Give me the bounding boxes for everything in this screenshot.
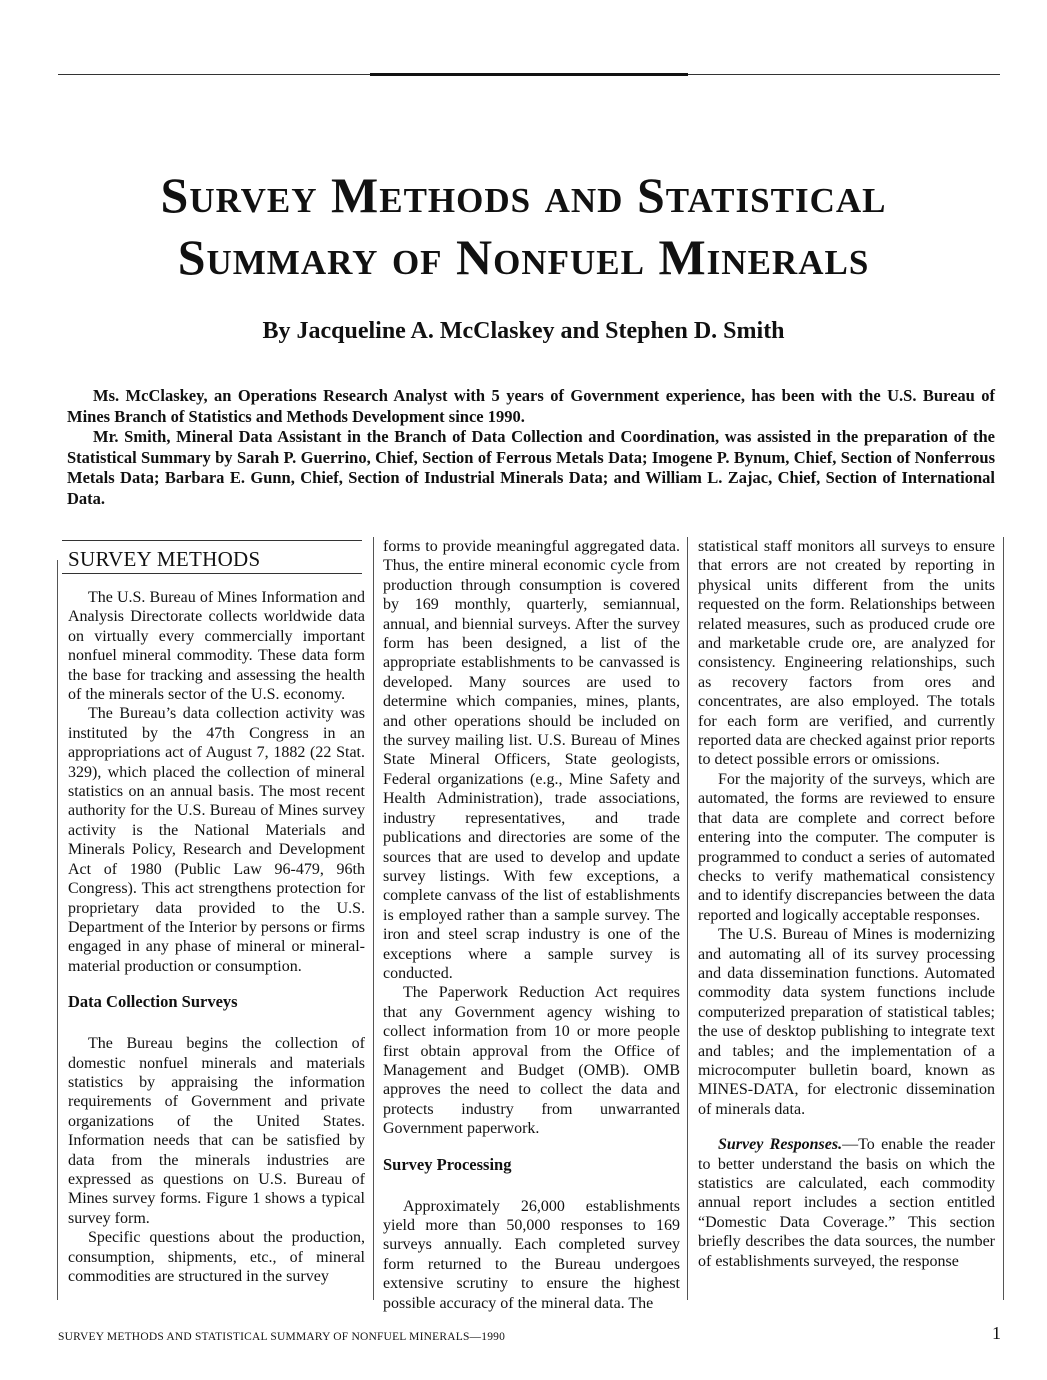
paragraph: For the majority of the surveys, which are automated, the forms are reviewed to ensure that data are complete and correct before entering into the computer. The computer is programmed to conduct a series of automated checks to verify mathematical consistency and to identify discrepancies between the data reported and logically acceptable responses. <box>698 770 995 924</box>
column-divider <box>57 560 58 1300</box>
paragraph-survey-responses <box>698 1135 995 1271</box>
paragraph: The Paperwork Reduction Act requires that any Government agency wishing to collect information from 10 or more people first obtain approval from the Office of Management and Budget (OMB). OMB approves the need to collect the data and protects industry from unwarranted Government paperwork. <box>383 984 680 1138</box>
run-in-heading: Survey Responses. <box>718 1136 843 1154</box>
author-bio-1: Ms. McClaskey, an Operations Research Analyst with 5 years of Government experience, has been with the U.S. Bureau of Mines Branch of Statistics and Methods Development since 1990. <box>67 386 995 426</box>
text-column-1 <box>68 537 365 1286</box>
page-title <box>0 0 1047 288</box>
byline: By Jacqueline A. McClaskey and Stephen D. Smith <box>262 318 785 344</box>
paragraph: The Bureau begins the collection of domestic nonfuel minerals and materials statistics by appraising the information requirements of Government and private organizations of the United States. Information needs that can be satisfied by data from the minerals industries are expressed as questions on U.S. Bureau of Mines survey forms. Figure 1 shows a typical survey form. <box>68 1035 365 1227</box>
paragraph: The U.S. Bureau of Mines is modernizing and automating all of its survey processing and data dissemination functions. Automated commodity data system functions include computerized preparation of statistical tables; the use of desktop publishing to integrate text and tables; and the implementation of a microcomputer bulletin board, known as MINES-DATA, for electronic dissemination of minerals data. <box>698 926 995 1118</box>
paragraph: Approximately 26,000 establishments yield more than 50,000 responses to 169 surveys annually. Each completed survey form returned to the Bureau undergoes extensive scrutiny to ensure the highest possible accuracy of the mineral data. The <box>383 1197 680 1312</box>
column-divider <box>373 537 374 1300</box>
paragraph: statistical staff monitors all surveys to ensure that errors are not created by reporting in physical units different from the units requested on the form. Relationships between related measures, such as produced crude ore and marketable crude ore, are analyzed for consistency. Engineering relationships, such as recovery factors from ores and concentrates, are also employed. The totals for each form are verified, and currently reported data are checked against prior reports to detect possible errors or omissions. <box>698 538 995 769</box>
text-column-3 <box>698 537 995 1271</box>
text-column-2 <box>383 537 680 1313</box>
title-line-2: Summary of Nonfuel Minerals <box>177 229 870 285</box>
paragraph: The Bureau’s data collection activity was instituted by the 47th Congress in an appropriations act of August 7, 1882 (22 Stat. 329), which placed the collection of mineral statistics on an annual basis. The most recent authority for the U.S. Bureau of Mines survey activity is the National Materials and Minerals Policy, Research and Development Act of 1980 (Public Law 96-479, 96th Congress). This act strengthens protection for proprietary data provided to the U.S. Department of the Interior by persons or firms engaged in any phase of mineral or mineral-material production or consumption. <box>68 705 365 975</box>
section-heading: SURVEY METHODS <box>68 547 261 571</box>
column-divider <box>687 537 688 1300</box>
paragraph-text: —To enable the reader to better understand the basis on which the statistics are calculated, each commodity annual report includes a section entitled “Domestic Data Coverage.” This section briefly describes the data sources, the number of establishments surveyed, the response <box>698 1136 995 1270</box>
paragraph: Specific questions about the production, consumption, shipments, etc., of mineral commodities are structured in the survey <box>68 1229 365 1285</box>
author-bio-2: Mr. Smith, Mineral Data Assistant in the Branch of Data Collection and Coordination, was assisted in the preparation of the Statistical Summary by Sarah P. Guerrino, Chief, Section of Ferrous Metals Data; Imogene P. Bynum, Chief, Section of Nonferrous Metals Data; Barbara E. Gunn, Chief, Section of Industrial Minerals Data; and William L. Zajac, Chief, Section of International Data. <box>67 427 995 508</box>
subheading-data-collection: Data Collection Surveys <box>68 992 238 1012</box>
title-line-1: Survey Methods and Statistical <box>160 167 887 223</box>
paragraph: The U.S. Bureau of Mines Information and Analysis Directorate collects worldwide data on virtually every commercially important nonfuel mineral commodity. These data form the base for tracking and assessing the health of the minerals sector of the U.S. economy. <box>68 589 365 704</box>
paragraph: forms to provide meaningful aggregated data. Thus, the entire mineral economic cycle from production through consumption is covered by 169 monthly, quarterly, semiannual, annual, and biennial surveys. After the survey form has been designed, a list of the appropriate establishments to be canvassed is developed. Many sources are used to determine which companies, mines, plants, and other operations should be included on the survey mailing list. U.S. Bureau of Mines State Mineral Officers, State geologists, Federal organizations (e.g., Mine Safety and Health Administration), trade associations, industry representatives, and trade publications and directories are some of the sources that are used to develop and update survey listings. With few exceptions, a complete canvass of the list of establishments is employed rather than a sample survey. The iron and steel scrap industry is one of the exceptions where a sample survey is conducted. <box>383 538 680 982</box>
subheading-survey-processing: Survey Processing <box>383 1154 512 1174</box>
running-footer: SURVEY METHODS AND STATISTICAL SUMMARY OF NONFUEL MINERALS—1990 <box>58 1331 506 1343</box>
column-divider <box>1003 537 1004 1300</box>
page-number: 1 <box>992 1323 1001 1343</box>
